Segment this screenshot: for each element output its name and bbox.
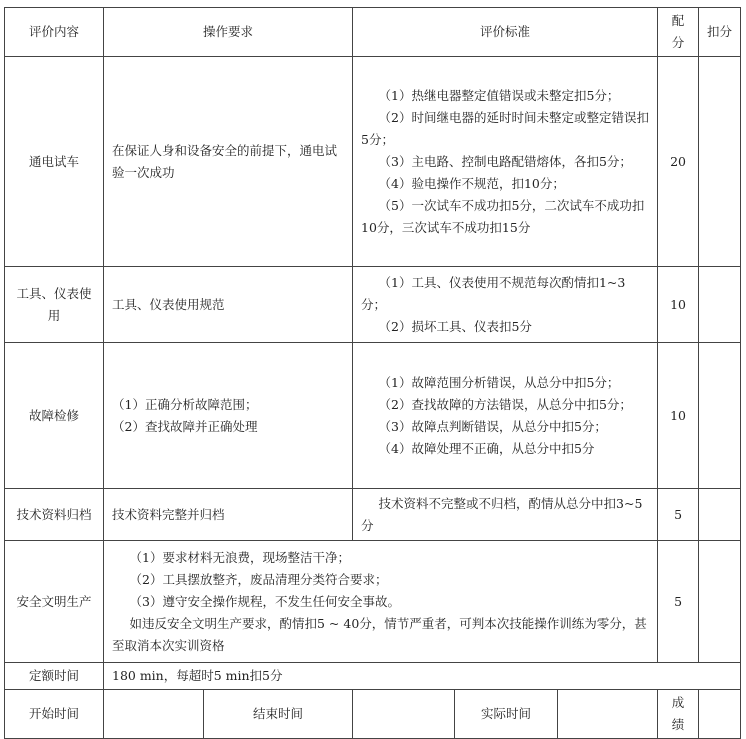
requirement-line: 工具、仪表使用规范 [112,296,225,312]
row-deduction[interactable] [699,57,741,267]
actual-time-label: 实际时间 [455,690,558,739]
row-requirement [104,343,353,489]
table-row [5,57,741,267]
row-score: 10 [658,343,699,489]
header-score: 配分 [658,8,699,57]
header-requirement: 操作要求 [104,8,353,57]
row-requirement [104,489,353,541]
row-deduction[interactable] [699,343,741,489]
requirement-line: （1）正确分析故障范围； [112,396,258,412]
requirement-line: 在保证人身和设备安全的前提下，通电试验一次成功 [112,142,338,180]
grade-value[interactable] [699,690,741,739]
row-deduction[interactable] [699,267,741,343]
quota-label: 定额时间 [5,663,104,690]
table-row [5,343,741,489]
start-time-label: 开始时间 [5,690,104,739]
criteria-line: （1）故障范围分析错误，从总分中扣5分； [378,374,620,390]
row-score: 10 [658,267,699,343]
criteria-line: （2）查找故障的方法错误，从总分中扣5分； [378,396,632,412]
criteria-line: （5）一次试车不成功扣5分，二次试车不成功扣10分，三次试车不成功扣15分 [361,197,645,235]
requirement-line: （2）查找故障并正确处理 [112,418,258,434]
table-row [5,267,741,343]
end-time-value[interactable] [353,690,455,739]
row-criteria [353,343,658,489]
criteria-line: （2）时间继电器的延时时间未整定或整定错误扣5分； [361,109,649,147]
safety-line: 如违反安全文明生产要求，酌情扣5 ~ 40分，情节严重者，可判本次技能操作训练为零分，甚至取消本次实训资格 [112,615,647,653]
grade-label: 成绩 [658,690,699,739]
safety-line: （3）遵守安全操作规程，不发生任何安全事故。 [129,593,400,609]
row-content: 通电试车 [5,57,104,267]
row-requirement [104,267,353,343]
criteria-line: 技术资料不完整或不归档，酌情从总分中扣3~5分 [361,495,643,533]
end-time-label: 结束时间 [204,690,353,739]
safety-score: 5 [658,541,699,663]
safety-content: 安全文明生产 [5,541,104,663]
row-content: 工具、仪表使用 [5,267,104,343]
criteria-line: （3）主电路、控制电路配错熔体，各扣5分； [378,153,632,169]
criteria-line: （2）损坏工具、仪表扣5分 [378,318,532,334]
safety-details [104,541,658,663]
row-requirement [104,57,353,267]
row-content: 故障检修 [5,343,104,489]
actual-time-value[interactable] [558,690,658,739]
table-row [5,489,741,541]
criteria-line: （1）热继电器整定值错误或未整定扣5分； [378,87,620,103]
row-criteria [353,267,658,343]
header-criteria: 评价标准 [353,8,658,57]
criteria-line: （1）工具、仪表使用不规范每次酌情扣1~3分； [361,274,626,312]
criteria-line: （3）故障点判断错误，从总分中扣5分； [378,418,607,434]
row-criteria [353,489,658,541]
quota-row [5,663,741,690]
row-criteria [353,57,658,267]
criteria-line: （4）故障处理不正确，从总分中扣5分 [378,440,595,456]
criteria-line: （4）验电操作不规范，扣10分； [378,175,565,191]
requirement-line: 技术资料完整并归档 [112,506,225,522]
safety-row [5,541,741,663]
quota-value: 180 min，每超时5 min扣5分 [104,663,741,690]
header-deduction: 扣分 [699,8,741,57]
row-score: 20 [658,57,699,267]
safety-line: （1）要求材料无浪费，现场整洁干净； [129,549,350,565]
scoring-table [4,7,741,739]
row-score: 5 [658,489,699,541]
safety-line: （2）工具摆放整齐，废品清理分类符合要求； [129,571,388,587]
safety-deduction[interactable] [699,541,741,663]
footer-row [5,690,741,739]
header-content: 评价内容 [5,8,104,57]
header-row [5,8,741,57]
row-content: 技术资料归档 [5,489,104,541]
start-time-value[interactable] [104,690,204,739]
row-deduction[interactable] [699,489,741,541]
